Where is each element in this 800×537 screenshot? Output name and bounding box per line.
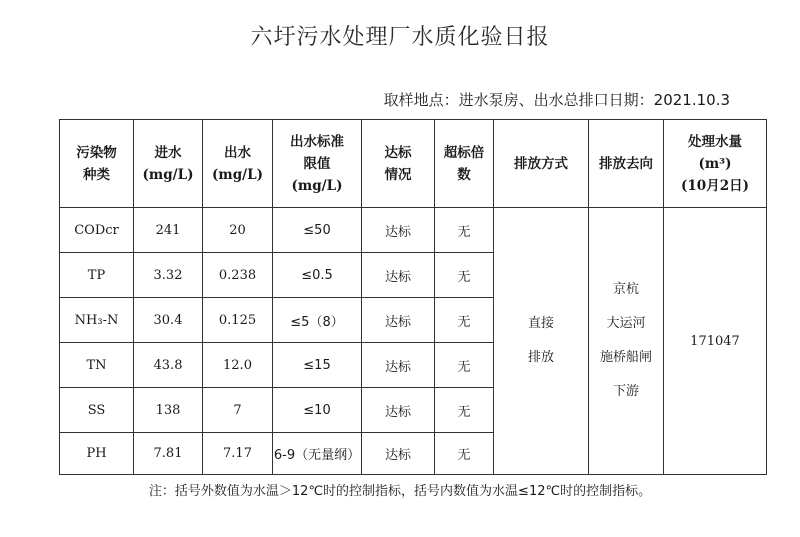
header-discharge-dest: 排放去向 [589, 120, 664, 208]
exceed-cell: 无 [435, 433, 494, 475]
outflow-cell: 20 [203, 208, 273, 253]
standard-cell: 6-9（无量纲） [273, 433, 362, 475]
compliance-cell: 达标 [362, 208, 435, 253]
inflow-cell: 43.8 [134, 343, 203, 388]
pollutant-cell: CODcr [60, 208, 134, 253]
discharge-dest-cell: 京杭 大运河 施桥船闸 下游 [589, 208, 664, 475]
pollutant-cell: SS [60, 388, 134, 433]
outflow-cell: 0.125 [203, 298, 273, 343]
inflow-cell: 138 [134, 388, 203, 433]
header-outflow: 出水 (mg/L) [203, 120, 273, 208]
header-volume: 处理水量 (m³) (10月2日) [664, 120, 767, 208]
standard-cell: ≤0.5 [273, 253, 362, 298]
compliance-cell: 达标 [362, 388, 435, 433]
compliance-cell: 达标 [362, 298, 435, 343]
exceed-cell: 无 [435, 253, 494, 298]
outflow-cell: 12.0 [203, 343, 273, 388]
header-exceed: 超标倍 数 [435, 120, 494, 208]
header-inflow: 进水 (mg/L) [134, 120, 203, 208]
compliance-cell: 达标 [362, 253, 435, 298]
header-row [60, 120, 767, 208]
header-standard: 出水标准 限值 (mg/L) [273, 120, 362, 208]
report-title: 六圩污水处理厂水质化验日报 [250, 25, 550, 50]
header-pollutant: 污染物 种类 [60, 120, 134, 208]
outflow-cell: 7.17 [203, 433, 273, 475]
compliance-cell: 达标 [362, 343, 435, 388]
pollutant-cell: PH [60, 433, 134, 475]
standard-cell: ≤50 [273, 208, 362, 253]
inflow-cell: 241 [134, 208, 203, 253]
standard-cell: ≤5（8） [273, 298, 362, 343]
pollutant-cell: NH₃-N [60, 298, 134, 343]
exceed-cell: 无 [435, 388, 494, 433]
exceed-cell: 无 [435, 298, 494, 343]
pollutant-cell: TN [60, 343, 134, 388]
inflow-cell: 30.4 [134, 298, 203, 343]
standard-cell: ≤15 [273, 343, 362, 388]
discharge-method-cell: 直接 排放 [494, 208, 589, 475]
volume-cell: 171047 [664, 208, 767, 475]
footnote: 注：括号外数值为水温＞12℃时的控制指标，括号内数值为水温≤12℃时的控制指标。 [148, 484, 652, 499]
water-quality-table [59, 119, 767, 475]
pollutant-cell: TP [60, 253, 134, 298]
standard-cell: ≤10 [273, 388, 362, 433]
outflow-cell: 7 [203, 388, 273, 433]
inflow-cell: 7.81 [134, 433, 203, 475]
header-compliance: 达标 情况 [362, 120, 435, 208]
outflow-cell: 0.238 [203, 253, 273, 298]
header-discharge-method: 排放方式 [494, 120, 589, 208]
sampling-info: 取样地点：进水泵房、出水总排口日期：2021.10.3 [383, 91, 730, 109]
table-row [60, 208, 767, 253]
exceed-cell: 无 [435, 343, 494, 388]
compliance-cell: 达标 [362, 433, 435, 475]
inflow-cell: 3.32 [134, 253, 203, 298]
exceed-cell: 无 [435, 208, 494, 253]
